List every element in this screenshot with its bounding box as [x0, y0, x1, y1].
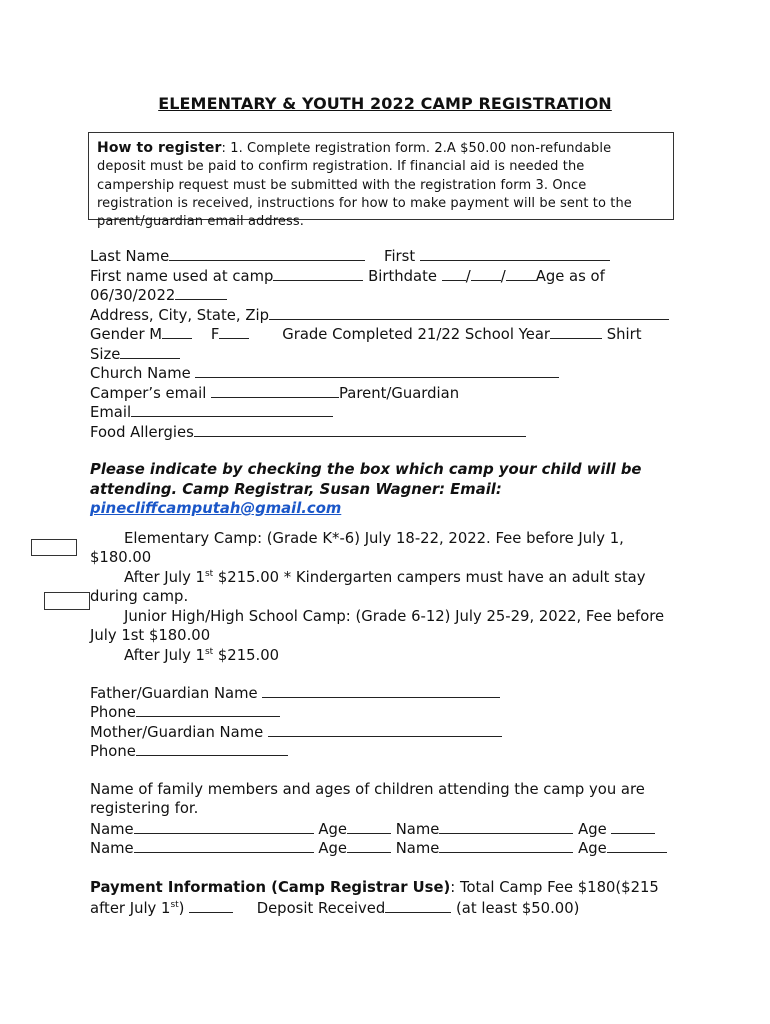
- parent-email-label: Email: [90, 404, 132, 421]
- family-name-field[interactable]: [439, 838, 573, 853]
- father-field[interactable]: [262, 683, 500, 698]
- elementary-camp-line-4: during camp.: [90, 588, 189, 605]
- mother-label: Mother/Guardian Name: [90, 724, 264, 741]
- page-title: ELEMENTARY & YOUTH 2022 CAMP REGISTRATION: [158, 94, 612, 113]
- junior-high-camp-line-2: July 1st $180.00: [90, 627, 211, 644]
- age-date-row: [90, 285, 227, 305]
- elementary-after-prefix: After July 1: [124, 569, 205, 586]
- mother-row: [90, 722, 502, 742]
- camp-name-row: [90, 266, 605, 286]
- mother-phone-row: [90, 741, 288, 761]
- gender-grade-row: [90, 324, 642, 344]
- payment-total-text: : Total Camp Fee $180($215: [450, 879, 659, 896]
- family-name-label: Name: [395, 840, 440, 857]
- size-field[interactable]: [120, 344, 180, 359]
- family-name-field[interactable]: [134, 838, 314, 853]
- instructions-line-2: attending. Camp Registrar, Susan Wagner: Email:: [90, 481, 502, 498]
- total-fee-field[interactable]: [189, 898, 233, 913]
- first-used-label: First name used at camp: [90, 268, 274, 285]
- last-name-field[interactable]: [169, 246, 365, 261]
- payment-label: Payment Information (Camp Registrar Use): [90, 879, 451, 896]
- grade-label: Grade Completed 21/22 School Year: [282, 326, 551, 343]
- food-allergies-label: Food Allergies: [90, 424, 194, 441]
- mother-field[interactable]: [268, 722, 502, 737]
- birth-year-field[interactable]: [506, 266, 536, 281]
- gender-m-label: Gender M: [90, 326, 162, 343]
- first-used-field[interactable]: [273, 266, 363, 281]
- address-field[interactable]: [269, 305, 669, 320]
- camper-email-label: Camper’s email: [90, 385, 207, 402]
- age-as-of-label: Age as of: [535, 268, 605, 285]
- family-name-label: Name: [395, 821, 440, 838]
- camper-email-field[interactable]: [211, 383, 339, 398]
- how-to-register-body: : 1. Complete registration form. 2.A $50.00 non-refundable deposit must be paid to confirm registration. If financial aid is needed the campership request must be submitted with the registration form 3. Once registration is received, instructions for how to make payment will be sent to the parent/guardian email address.: [97, 141, 632, 230]
- grade-field[interactable]: [550, 324, 602, 339]
- payment-line-1: [90, 878, 659, 898]
- payment-line-2: [90, 898, 579, 918]
- elementary-after-fee: [124, 568, 646, 588]
- address-label: Address, City, State, Zip: [90, 307, 269, 324]
- family-line-2: registering for.: [90, 800, 199, 817]
- father-phone-field[interactable]: [136, 702, 280, 717]
- parent-email-field[interactable]: [131, 402, 333, 417]
- family-age-field[interactable]: [347, 819, 391, 834]
- junior-high-camp-line-1: Junior High/High School Camp: (Grade 6-12) July 25-29, 2022, Fee before: [124, 608, 665, 625]
- deposit-field[interactable]: [385, 898, 451, 913]
- junior-high-camp-checkbox[interactable]: [44, 592, 90, 610]
- name-row: [90, 246, 610, 266]
- date-separator: /: [500, 268, 506, 285]
- deposit-minimum: (at least $50.00): [456, 900, 580, 917]
- church-row: [90, 363, 559, 383]
- size-label: Size: [90, 346, 121, 363]
- church-field[interactable]: [195, 363, 559, 378]
- family-name-label: Name: [90, 840, 134, 857]
- shirt-label: Shirt: [606, 326, 642, 343]
- family-name-field[interactable]: [134, 819, 314, 834]
- parent-email-row: [90, 402, 333, 422]
- family-age-label: Age: [578, 821, 607, 838]
- church-label: Church Name: [90, 365, 191, 382]
- family-age-field[interactable]: [611, 819, 655, 834]
- age-date-label: 06/30/2022: [90, 287, 176, 304]
- payment-after-suffix: ): [178, 900, 185, 917]
- elementary-after-sup: st: [204, 569, 214, 580]
- registrar-email-row: [90, 499, 341, 519]
- family-age-label: Age: [318, 840, 347, 857]
- family-age-field[interactable]: [347, 838, 391, 853]
- birth-day-field[interactable]: [471, 266, 501, 281]
- food-row: [90, 422, 526, 442]
- elementary-camp-line-2: $180.00: [90, 549, 152, 566]
- family-row-1: [90, 819, 655, 839]
- junior-high-after-prefix: After July 1: [124, 647, 205, 664]
- father-phone-label: Phone: [90, 704, 136, 721]
- elementary-after-suffix: $215.00 * Kindergarten campers must have an adult stay: [213, 569, 646, 586]
- how-to-register-box: [88, 132, 674, 230]
- junior-high-after-fee: [124, 646, 279, 666]
- instructions-line-1: Please indicate by checking the box which camp your child will be: [90, 461, 642, 478]
- registrar-email-link[interactable]: pinecliffcamputah@gmail.com: [90, 500, 342, 517]
- how-to-register-label: How to register: [97, 140, 222, 156]
- first-name-label: First: [384, 248, 416, 265]
- family-name-label: Name: [90, 821, 134, 838]
- father-label: Father/Guardian Name: [90, 685, 258, 702]
- father-phone-row: [90, 702, 280, 722]
- junior-high-after-suffix: $215.00: [213, 647, 280, 664]
- age-field[interactable]: [175, 285, 227, 300]
- father-row: [90, 683, 500, 703]
- payment-after-prefix: after July 1: [90, 900, 171, 917]
- first-name-field[interactable]: [420, 246, 610, 261]
- parent-guardian-label: Parent/Guardian: [339, 385, 460, 402]
- birth-month-field[interactable]: [442, 266, 466, 281]
- family-age-label: Age: [578, 840, 607, 857]
- gender-f-label: F: [210, 326, 220, 343]
- family-name-field[interactable]: [439, 819, 573, 834]
- family-age-label: Age: [318, 821, 347, 838]
- how-to-register-text: [97, 139, 663, 231]
- family-age-field[interactable]: [607, 838, 667, 853]
- food-allergies-field[interactable]: [194, 422, 526, 437]
- birthdate-label: Birthdate: [368, 268, 438, 285]
- camper-email-row: [90, 383, 459, 403]
- payment-after-sup: st: [170, 900, 179, 911]
- gender-f-field[interactable]: [219, 324, 249, 339]
- date-separator: /: [465, 268, 471, 285]
- last-name-label: Last Name: [90, 248, 170, 265]
- address-row: [90, 305, 669, 325]
- elementary-camp-checkbox[interactable]: [31, 539, 77, 556]
- family-line-1: Name of family members and ages of children attending the camp you are: [90, 781, 645, 798]
- deposit-label: Deposit Received: [256, 900, 386, 917]
- size-row: [90, 344, 180, 364]
- elementary-camp-line-1: Elementary Camp: (Grade K*-6) July 18-22, 2022. Fee before July 1,: [124, 530, 624, 547]
- family-row-2: [90, 838, 667, 858]
- junior-high-after-sup: st: [204, 647, 214, 658]
- mother-phone-field[interactable]: [136, 741, 288, 756]
- gender-m-field[interactable]: [162, 324, 192, 339]
- mother-phone-label: Phone: [90, 743, 136, 760]
